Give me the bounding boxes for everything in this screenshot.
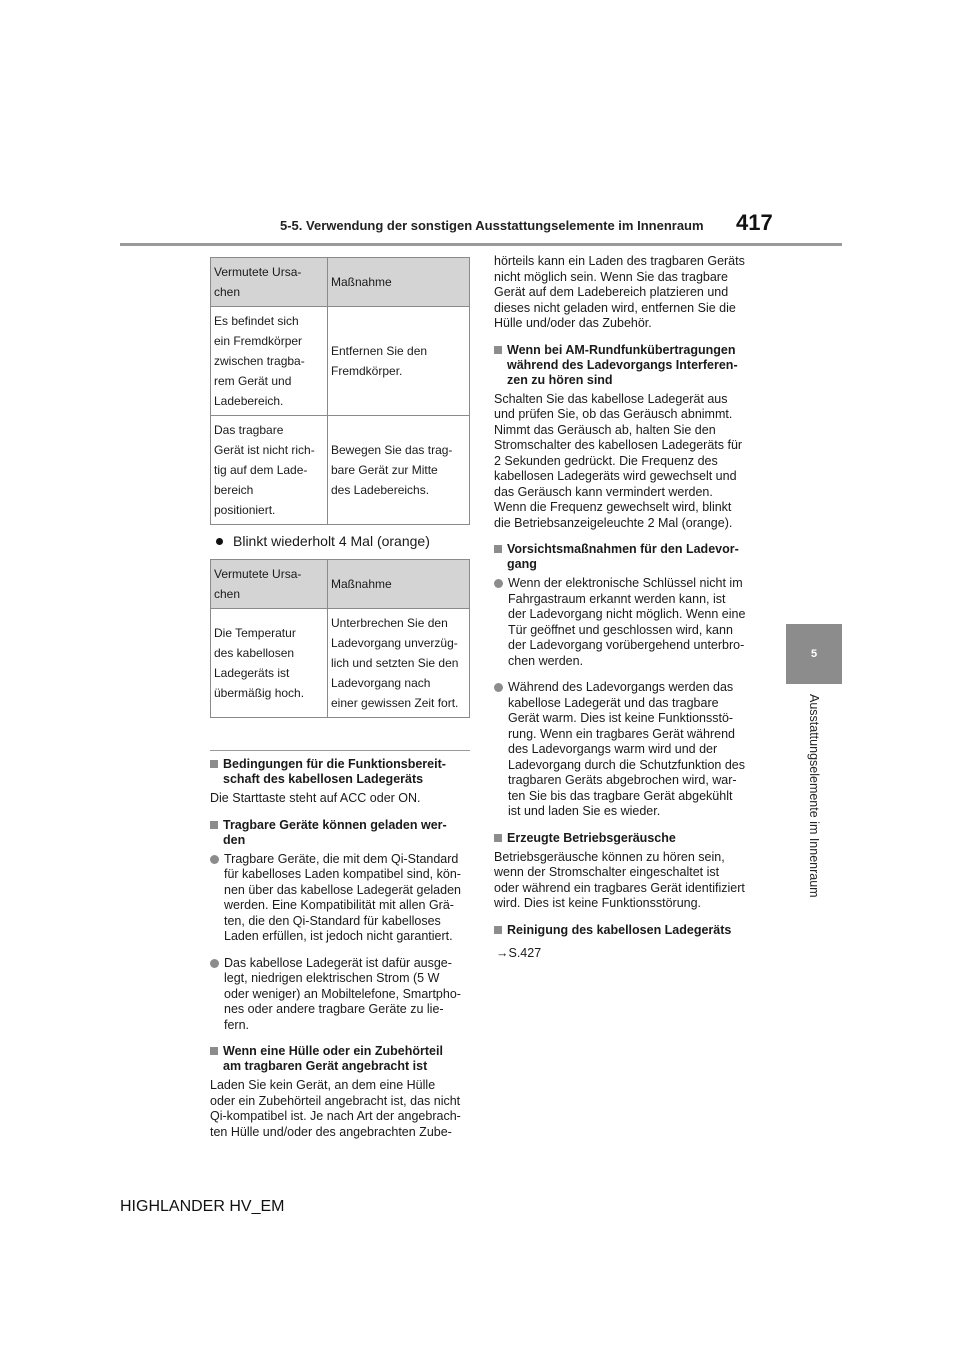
- table-header-action: Maßnahme: [328, 560, 470, 609]
- list-item: Während des Ladevorgangs werden das kabellose Ladegerät und das tragbare Gerät warm. Dies ist keine Funktionsstö- rung. Wenn ein tragbares Gerät während des Ladevorgangs warm wird und der Ladevorgang durch die Schutzfunktion des tragbaren Geräts abgebrochen wird, war- ten Sie bis das tragbare Gerät abgekühlt ist und laden Sie es wieder.: [494, 680, 750, 820]
- table-cell-action: Bewegen Sie das trag- bare Gerät zur Mitte des Ladebereichs.: [328, 416, 470, 525]
- table-cell-cause: Es befindet sich ein Fremdkörper zwischen tragba- rem Gerät und Ladebereich.: [211, 307, 328, 416]
- section-heading: Tragbare Geräte können geladen wer- den: [210, 818, 470, 848]
- square-bullet-icon: [210, 760, 218, 768]
- section-text: Betriebsgeräusche können zu hören sein, wenn der Stromschalter eingeschaltet ist oder während ein tragbares Gerät identifiziert wird. Dies ist keine Funktionsstörung.: [494, 849, 745, 910]
- table-cell-cause: Das tragbare Gerät ist nicht rich- tig auf dem Lade- bereich positioniert.: [211, 416, 328, 525]
- square-bullet-icon: [210, 821, 218, 829]
- right-column: [494, 254, 750, 961]
- table-header-row: [211, 560, 470, 609]
- blink-heading: [210, 533, 470, 549]
- page-number: 417: [736, 210, 773, 235]
- circle-bullet-icon: [210, 959, 219, 968]
- table-header-cause: Vermutete Ursa- chen: [211, 258, 328, 307]
- section-heading: Wenn eine Hülle oder ein Zubehörteil am tragbaren Gerät angebracht ist: [210, 1044, 470, 1074]
- table-header-cause: Vermutete Ursa- chen: [211, 560, 328, 609]
- section-heading: Vorsichtsmaßnahmen für den Ladevor- gang: [494, 542, 750, 572]
- circle-bullet-icon: [210, 855, 219, 864]
- section-text: Die Starttaste steht auf ACC oder ON.: [210, 791, 421, 805]
- running-header: 5-5. Verwendung der sonstigen Ausstattungselemente im Innenraum: [280, 218, 704, 233]
- section-text: Schalten Sie das kabellose Ladegerät aus und prüfen Sie, ob das Geräusch abnimmt. Nimmt das Geräusch ab, halten Sie den Stromschalter des kabellosen Ladegeräts für 2 Sekunden gedrückt. Die Frequenz des kabellosen Ladegeräts wird gewechselt und das Geräusch kann vermindert werden. Wenn die Frequenz gewechselt wird, blinkt die Betriebsanzeigeleuchte 2 Mal (orange).: [494, 391, 743, 530]
- table-row: [211, 307, 470, 416]
- bullet-icon: [216, 538, 223, 545]
- table-cell-cause: Die Temperatur des kabellosen Ladegeräts ist übermäßig hoch.: [211, 609, 328, 718]
- circle-bullet-icon: [494, 683, 503, 692]
- section-heading: Wenn bei AM-Rundfunkübertragungen während des Ladevorgangs Interferen- zen zu hören sind: [494, 343, 750, 388]
- section-heading: Bedingungen für die Funktionsbereit- schaft des kabellosen Ladegeräts: [210, 757, 470, 787]
- square-bullet-icon: [494, 834, 502, 842]
- table-header-action: Maßnahme: [328, 258, 470, 307]
- section-text: hörteils kann ein Laden des tragbaren Geräts nicht möglich sein. Wenn Sie das tragbare Gerät auf dem Ladebereich platzieren und dieses nicht geladen wird, entfernen Sie die Hülle und/oder das Zubehör.: [494, 254, 745, 330]
- list-item: Das kabellose Ladegerät ist dafür ausge- legt, niedrigen elektrischen Strom (5 W oder weniger) an Mobiltelefone, Smartpho- nes oder andere tragbare Geräte zu lie- fern.: [210, 956, 470, 1034]
- chapter-label: Ausstattungselemente im Innenraum: [807, 694, 821, 898]
- square-bullet-icon: [494, 926, 502, 934]
- section-heading: Reinigung des kabellosen Ladegeräts: [494, 923, 750, 938]
- blink-heading-text: Blinkt wiederholt 4 Mal (orange): [233, 533, 430, 549]
- cause-table-2: [210, 559, 470, 718]
- section-heading: Erzeugte Betriebsgeräusche: [494, 831, 750, 846]
- cause-table-1: [210, 257, 470, 525]
- section-divider: [210, 750, 470, 751]
- square-bullet-icon: [494, 346, 502, 354]
- chapter-tab: 5: [786, 624, 842, 684]
- section-text: Laden Sie kein Gerät, an dem eine Hülle oder ein Zubehörteil angebracht ist, das nicht Qi-kompatibel ist. Je nach Art der angebrach- ten Hülle und/oder des angebrachten Zube-: [210, 1078, 461, 1139]
- footer-model: HIGHLANDER HV_EM: [120, 1198, 285, 1215]
- table-row: [211, 609, 470, 718]
- left-column: [210, 257, 470, 1151]
- page-reference-link[interactable]: →S.427: [496, 945, 542, 960]
- table-row: [211, 416, 470, 525]
- square-bullet-icon: [210, 1047, 218, 1055]
- square-bullet-icon: [494, 545, 502, 553]
- table-header-row: [211, 258, 470, 307]
- list-item: Tragbare Geräte, die mit dem Qi-Standard für kabelloses Laden kompatibel sind, kön- nen über das kabellose Ladegerät geladen werden. Eine Kompatibilität mit allen Grä- ten, die den Qi-Standard für kabelloses Laden erfüllen, ist jedoch nicht garantiert.: [210, 852, 470, 945]
- table-cell-action: Entfernen Sie den Fremdkörper.: [328, 307, 470, 416]
- circle-bullet-icon: [494, 579, 503, 588]
- header-rule: [120, 243, 842, 246]
- list-item: Wenn der elektronische Schlüssel nicht im Fahrgastraum erkannt werden kann, ist der Ladevorgang nicht möglich. Wenn eine Tür geöffnet und geschlossen wird, kann der Ladevorgang vorübergehend unterbro- chen werden.: [494, 576, 750, 669]
- table-cell-action: Unterbrechen Sie den Ladevorgang unverzüg- lich und setzten Sie den Ladevorgang nach einer gewissen Zeit fort.: [328, 609, 470, 718]
